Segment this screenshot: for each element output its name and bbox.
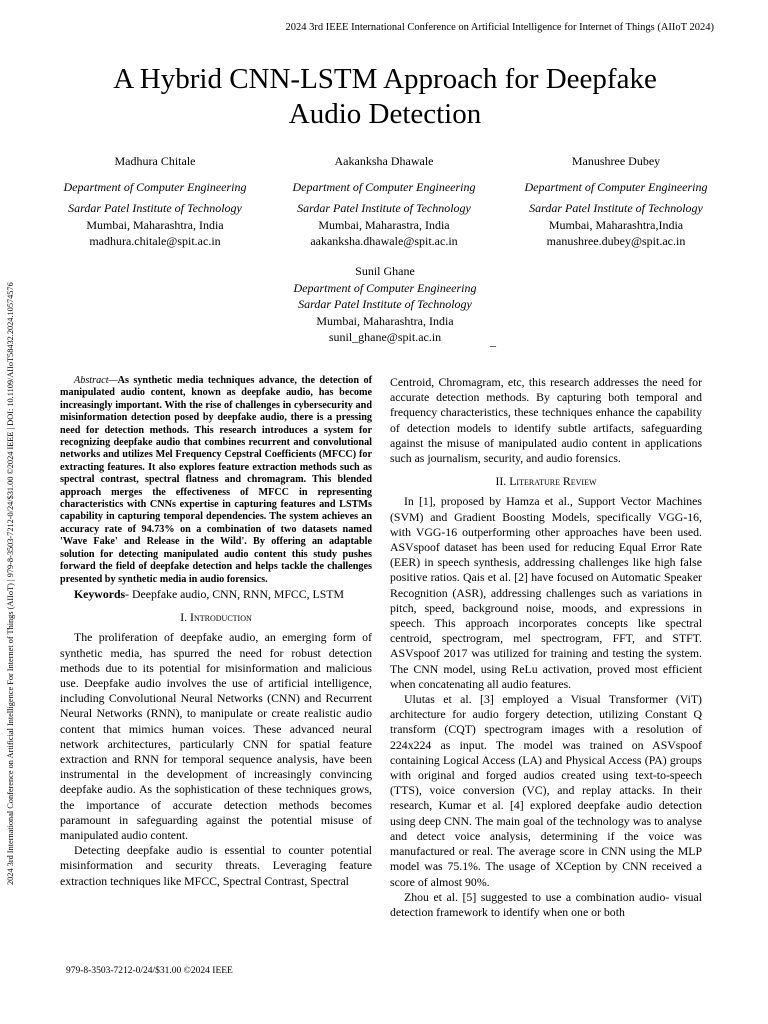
abstract [60,375,372,586]
abstract-label: Abstract— [74,375,118,386]
paper-title [60,62,710,132]
author-institute: Sardar Patel Institute of Technology [298,297,472,311]
author-department: Department of Computer Engineering [524,179,708,194]
section-heading-literature-review: II. Literature Review [495,474,597,489]
title-line-1: A Hybrid CNN-LSTM Approach for Deepfake [113,63,657,95]
paragraph: The proliferation of deepfake audio, an emerging form of synthetic media, has spurred the need for robust detection methods due to its potential for misinformation and malicious use. Deepfake audio involves the use of artificial intelligence, including Convolutional Neural Networks (CNN) and Recurrent Neural Networks (RNN), to manipulate or create realistic audio content that mimics human voices. These advanced neural network architectures, particularly CNN for spatial feature extraction and RNN for temporal sequence analysis, have been instrumental in the development of increasingly convincing deepfake audio. As the sophistication of these techniques grows, the importance of accurate detection methods becomes paramount in safeguarding against the potential misuse of manipulated audio content. [60,630,372,842]
footer-copyright: 979-8-3503-7212-0/24/$31.00 ©2024 IEEE [66,966,233,976]
author-institute: Sardar Patel Institute of Technology [68,201,242,215]
keywords-label: Keywords [74,586,126,601]
author-block-4 [260,263,510,346]
abstract-text: As synthetic media techniques advance, the detection of manipulated audio content, known as deepfake audio, has become increasingly important. With the rise of challenges in cybersecurity and misinformation detection posed by deepfake audio, there is a pressing need for detection methods. This research introduces a system for recognizing deepfake audio that combines recurrent and convolutional networks and utilizes Mel Frequency Cepstral Coefficients (MFCC) for extracting features. It also explores feature extraction methods such as spectral contrast, spectral flatness and chromagram. This blended approach merges the effectiveness of MFCC in representing characteristics with CNNs expertise in capturing features and LSTMs capability in capturing temporal dependencies. The system achieves an accuracy rate of 94.73% on a combination of two datasets named 'Wave Fake' and Release in the Wild'. By offering an adaptable solution for detecting manipulated audio content this study pushes forward the field of deepfake detection and helps tackle the challenges presented by synthetic media in audio forensics. [60,375,372,585]
author-name: Manushree Dubey [571,154,661,168]
author-block-3 [506,153,726,250]
paragraph: In [1], proposed by Hamza et al., Support Vector Machines (SVM) and Gradient Boosting Models, specifically VGG-16, with VGG-16 outperforming other approaches have been used. ASVspoof dataset has been used for reducing Equal Error Rate (EER) in speech synthesis, addressing challenges like high false positive ratios. Qais et al. [2] have focused on Automatic Speaker Recognition (ASR), addressing challenges such as variations in pitch, speed, background noise, moods, and expressions in speech. This approach incorporates concepts like spectral centroid, spectrogram, mel spectrogram, FFT, and STFT. ASVspoof 2017 was utilized for training and testing the system. The CNN model, using ReLu activation, proved most efficient when concatenating all audio features. [390,494,702,691]
paragraph: Zhou et al. [5] suggested to use a combination audio- visual detection framework to identify when one or both [390,889,702,919]
keywords-text: - Deepfake audio, CNN, RNN, MFCC, LSTM [125,586,345,601]
author-department: Department of Computer Engineering [293,280,477,295]
author-block-2 [274,153,494,250]
author-institute: Sardar Patel Institute of Technology [297,201,471,215]
author-location: Mumbai, Maharashtra, India [86,217,224,232]
author-department: Department of Computer Engineering [63,179,247,194]
conference-header: 2024 3rd IEEE International Conference on Artificial Intelligence for Internet of Things (AIIoT 2024) [285,22,714,33]
right-column [390,375,702,920]
author-name: Madhura Chitale [114,154,196,168]
side-doi-identifier: 2024 3rd International Conference on Artificial Intelligence For Internet of Things (AIIoT) | 979-8-3503-7212-0/24/$31.00 ©2024 IEEE | DOI: 10.1109/AIIoT58432.2024.10574576 [6,282,15,885]
paragraph: Detecting deepfake audio is essential to counter potential misinformation and security threats. Leveraging feature extraction techniques like MFCC, Spectral Contrast, Spectral [60,843,372,888]
author-location: Mumbai, Maharastra, India [318,217,450,232]
left-column [60,375,372,889]
title-line-2: Audio Detection [288,98,482,130]
author-institute: Sardar Patel Institute of Technology [529,201,703,215]
keywords [60,587,372,602]
paragraph: Ulutas et al. [3] employed a Visual Transformer (ViT) architecture for audio forgery detection, utilizing Constant Q transform (CQT) spectrogram images with a resolution of 224x224 as input. The model was trained on ASVspoof containing Logical Access (LA) and Physical Access (PA) groups with original and forged audios created using text-to-speech (TTS), voice conversion (VC), and replay attacks. In their research, Kumar et al. [4] explored deepfake audio detection using deep CNN. The main goal of the technology was to analyse and detect voice analysis, determining if the voice was manufactured or real. The average score in CNN using the MLP model was 75.1%. The usage of XCeption by CNN received a score of almost 90%. [390,692,702,889]
author-name: Aakanksha Dhawale [334,154,434,168]
section-heading-introduction: I. Introduction [180,610,252,625]
author-email: manushree.dubey@spit.ac.in [546,234,686,248]
author-name: Sunil Ghane [355,264,415,278]
author-email: sunil_ghane@spit.ac.in [328,330,442,344]
author-location: Mumbai, Maharashtra, India [316,313,454,328]
paragraph: Centroid, Chromagram, etc, this research addresses the need for accurate detection methods. By capturing both temporal and frequency characteristics, these techniques enhance the capability of detection models to identify subtle artifacts, safeguarding against the misuse of manipulated audio content in applications such as journalism, security, and audio forensics. [390,375,702,466]
author-block-1 [45,153,265,250]
author-location: Mumbai, Maharashtra,India [548,217,684,232]
author-email: madhura.chitale@spit.ac.in [89,234,221,248]
stray-mark: _ [490,334,496,348]
author-email: aakanksha.dhawale@spit.ac.in [310,234,458,248]
author-department: Department of Computer Engineering [292,179,476,194]
